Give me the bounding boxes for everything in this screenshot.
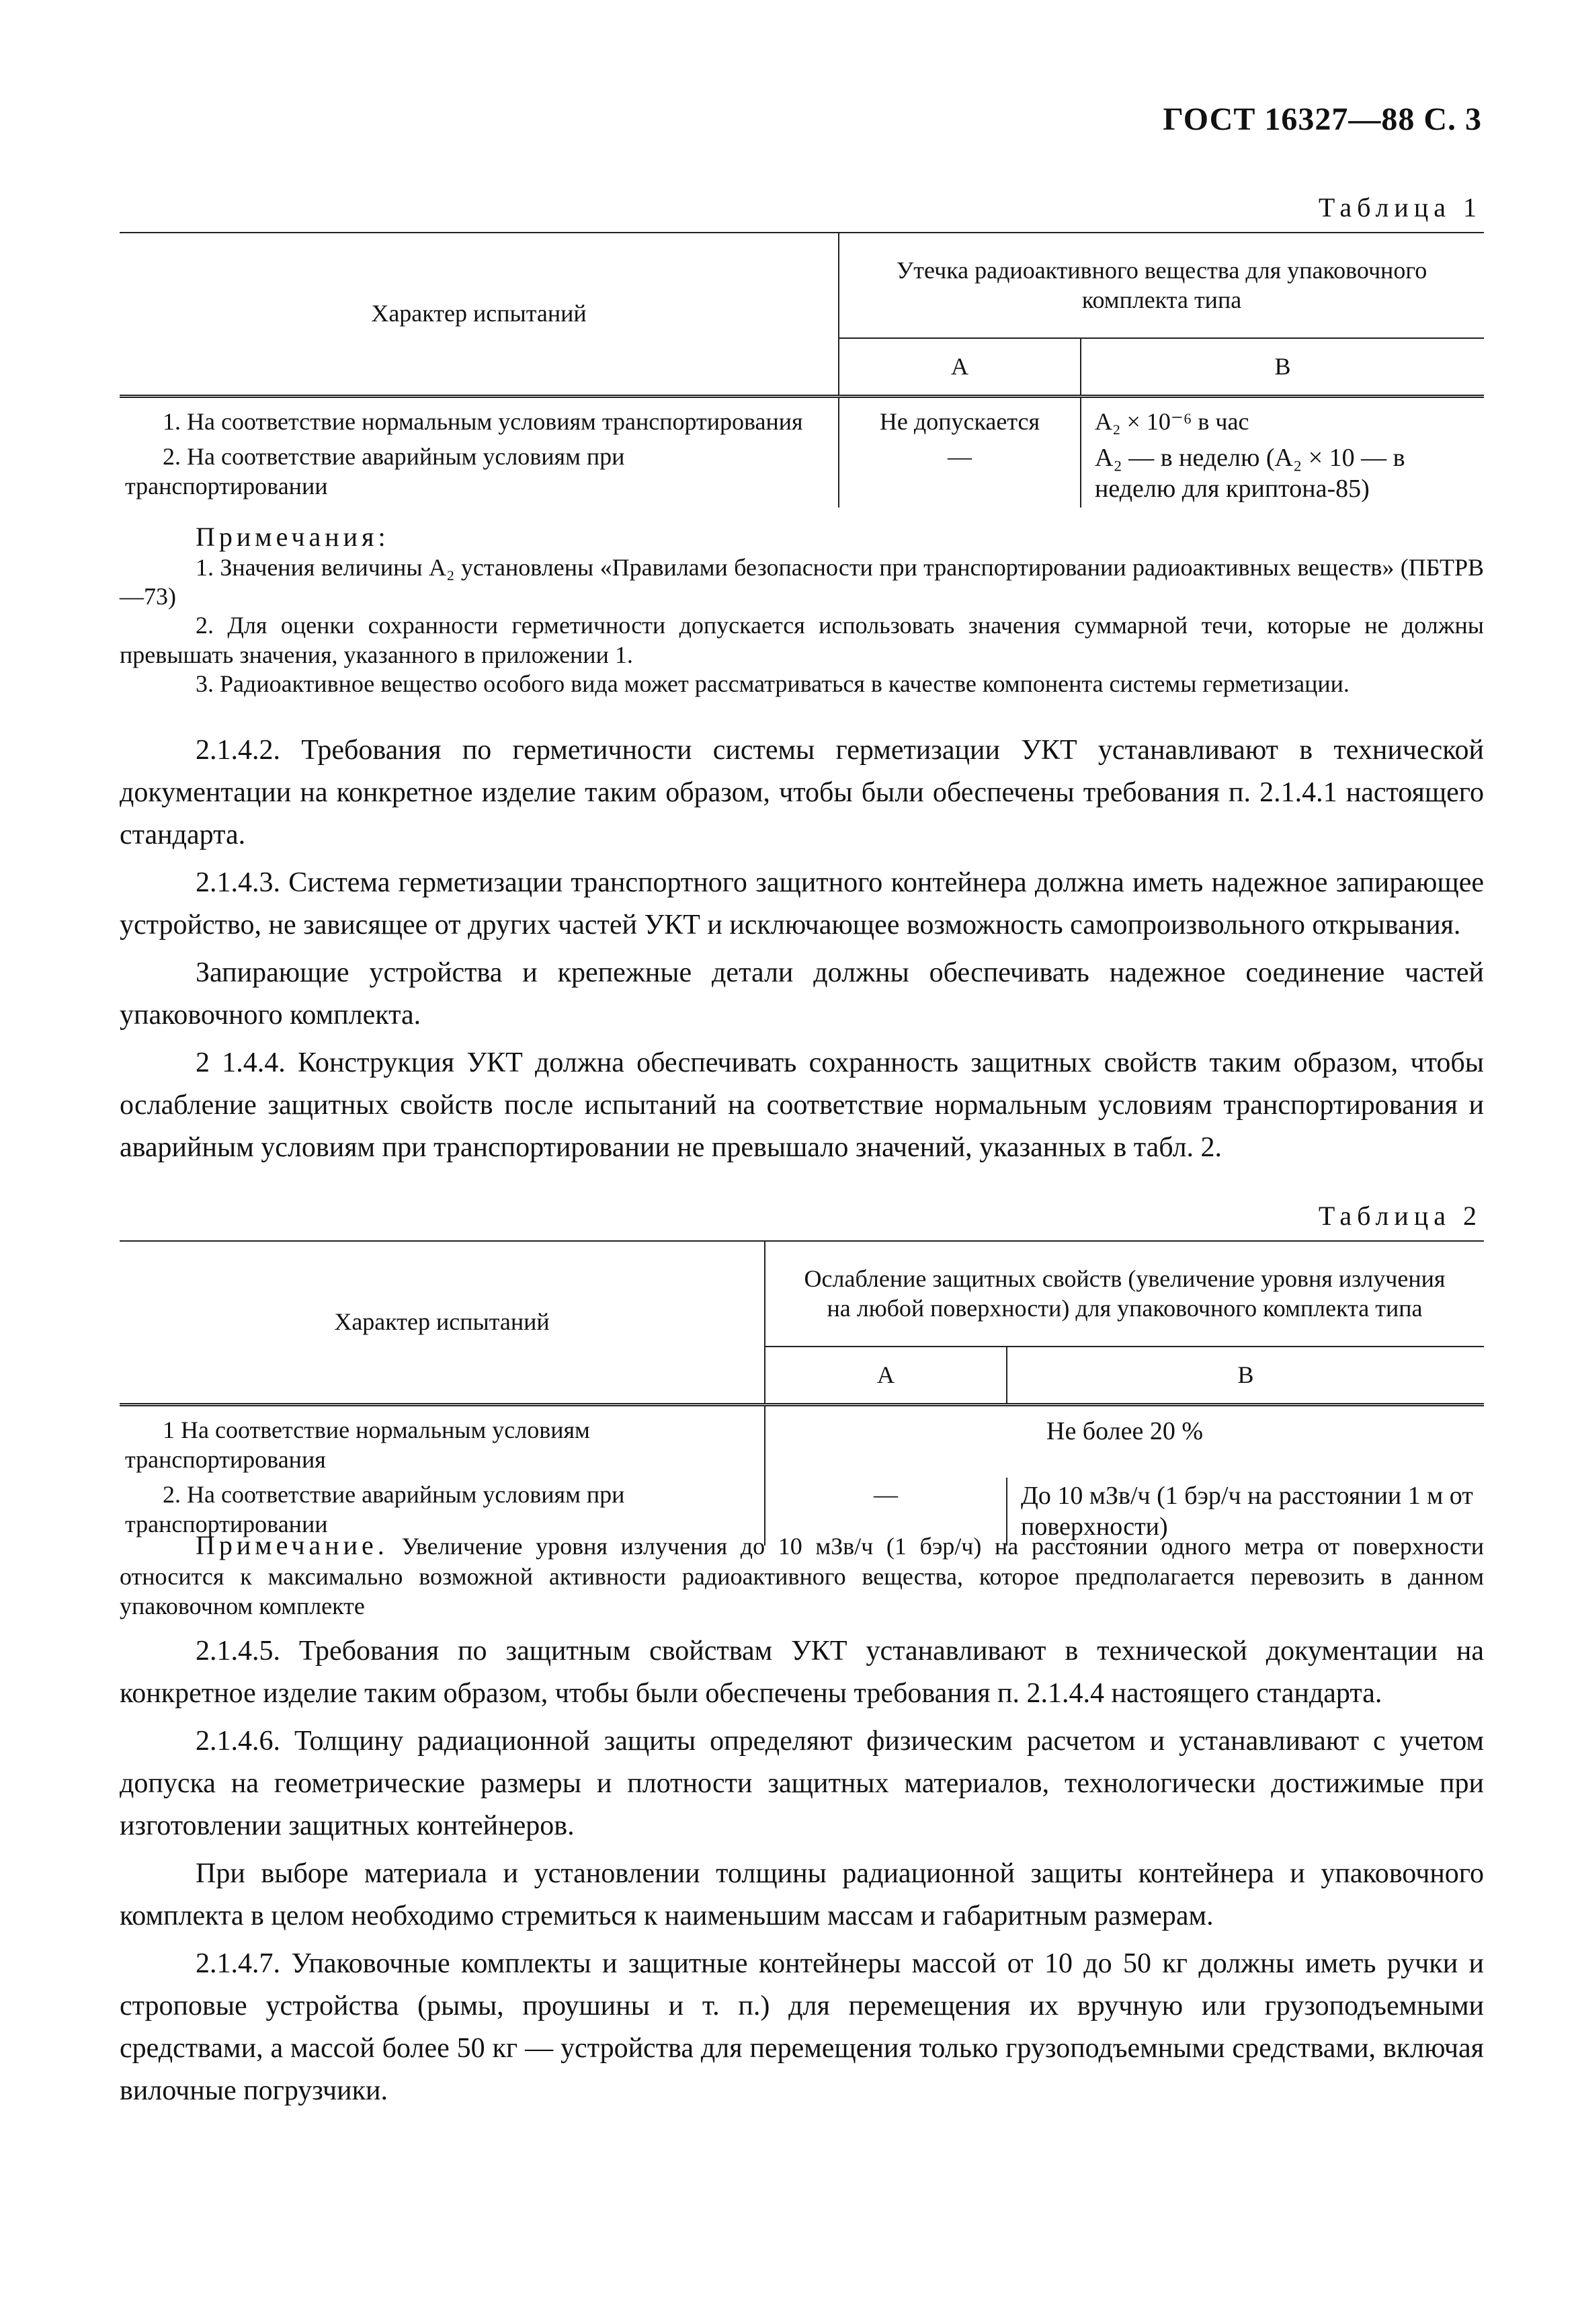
table2 xyxy=(120,1240,1484,1546)
paragraph: 2.1.4.3. Система герметизации транспортного защитного контейнера должна иметь надежное запирающее устройство, не зависящее от других частей УКТ и исключающее возможность самопроизвольного открывания. xyxy=(120,867,1484,940)
table1-col-a: А xyxy=(839,338,1081,397)
table1-caption: Таблица 1 xyxy=(1318,192,1482,223)
table-row xyxy=(120,1405,1484,1478)
table1-row2-test: 2. На соответствие аварийным условиям при транспортировании xyxy=(120,440,839,508)
table1-row2-b: A₂ — в неделю (A₂ × 10 — в неделю для криптона-85) xyxy=(1095,443,1405,504)
table2-col-b: В xyxy=(1007,1347,1484,1405)
table2-col-a: А xyxy=(765,1347,1007,1405)
table1 xyxy=(120,232,1484,508)
table2-col-shield: Ослабление защитных свойств (увеличение уровня излучения на любой поверхности) для упаковочного комплекта типа xyxy=(765,1241,1484,1347)
table2-row1-test: 1 На соответствие нормальным условиям транспортирования xyxy=(120,1405,765,1478)
table1-col-leak: Утечка радиоактивного вещества для упаковочного комплекта типа xyxy=(839,233,1484,338)
paragraph: При выборе материала и установлении толщины радиационной защиты контейнера и упаковочного комплекта в целом необходимо стремиться к наименьшим массам и габаритным размерам. xyxy=(120,1858,1484,1931)
paragraph: 2.1.4.5. Требования по защитным свойствам УКТ устанавливают в технической документации на конкретное изделие таким образом, чтобы были обеспечены требования п. 2.1.4.4 настоящего стандарта. xyxy=(120,1636,1484,1709)
table1-row1-b: A₂ × 10⁻⁶ в час xyxy=(1095,408,1249,435)
body-paragraphs-2 xyxy=(120,1630,1484,2118)
table2-row2-b: До 10 мЗв/ч (1 бэр/ч на расстоянии 1 м от поверхности) xyxy=(1021,1481,1473,1541)
paragraph: Запирающие устройства и крепежные детали должны обеспечивать надежное соединение частей упаковочного комплекта. xyxy=(120,957,1484,1031)
table-row xyxy=(120,440,1484,508)
table2-row1-merged: Не более 20 % xyxy=(1046,1417,1203,1445)
table1-row1-a: Не допускается xyxy=(839,397,1081,440)
body-paragraphs-1 xyxy=(120,729,1484,1174)
table-row xyxy=(120,397,1484,440)
table1-col-test: Характер испытаний xyxy=(120,233,839,397)
table1-row2-a: — xyxy=(839,440,1081,508)
notes1-title: Примечания: xyxy=(196,522,390,552)
notes1-item: 1. Значения величины A₂ установлены «Правилами безопасности при транспортировании радиоактивных веществ» (ПБТРВ—73) xyxy=(120,554,1484,610)
table1-col-b: В xyxy=(1081,338,1484,397)
table2-row2-test: 2. На соответствие аварийным условиям при транспортировании xyxy=(120,1478,765,1546)
paragraph: 2.1.4.7. Упаковочные комплекты и защитные контейнеры массой от 10 до 50 кг должны иметь ручки и строповые устройства (рымы, проушины и т. п.) для перемещения их вручную или грузоподъемными средствами, а массой более 50 кг — устройства для перемещения только грузоподъемными средствами, включая вилочные погрузчики. xyxy=(120,1948,1484,2106)
note2 xyxy=(120,1529,1484,1621)
page-header: ГОСТ 16327—88 С. 3 xyxy=(1163,102,1482,137)
paragraph: 2.1.4.6. Толщину радиационной защиты определяют физическим расчетом и устанавливают с учетом допуска на геометрические размеры и плотности защитных материалов, технологически достижимые при изготовлении защитных контейнеров. xyxy=(120,1726,1484,1841)
notes1-item: 2. Для оценки сохранности герметичности допускается использовать значения суммарной течи, которые не должны превышать значения, указанного в приложении 1. xyxy=(120,612,1484,668)
paragraph: 2 1.4.4. Конструкция УКТ должна обеспечивать сохранность защитных свойств таким образом, чтобы ослабление защитных свойств после испытаний на соответствие нормальным условиям транспортирования и аварийным условиям при транспортировании не превышало значений, указанных в табл. 2. xyxy=(120,1047,1484,1163)
note2-label: Примечание. xyxy=(196,1530,388,1560)
note2-text: Увеличение уровня излучения до 10 мЗв/ч (1 бэр/ч) на расстоянии одного метра от поверхности относится к максимально возможной активности радиоактивного вещества, которое предполагается перевозить в данном упаковочном комплекте xyxy=(120,1533,1484,1619)
table2-row2-a: — xyxy=(765,1478,1007,1546)
table1-row1-test: 1. На соответствие нормальным условиям транспортирования xyxy=(120,397,839,440)
notes1-item: 3. Радиоактивное вещество особого вида может рассматриваться в качестве компонента системы герметизации. xyxy=(196,670,1350,697)
table2-col-test: Характер испытаний xyxy=(120,1241,765,1405)
paragraph: 2.1.4.2. Требования по герметичности системы герметизации УКТ устанавливают в технической документации на конкретное изделие таким образом, чтобы были обеспечены требования п. 2.1.4.1 настоящего стандарта. xyxy=(120,735,1484,850)
notes1 xyxy=(120,521,1484,698)
table2-caption: Таблица 2 xyxy=(1318,1201,1482,1231)
